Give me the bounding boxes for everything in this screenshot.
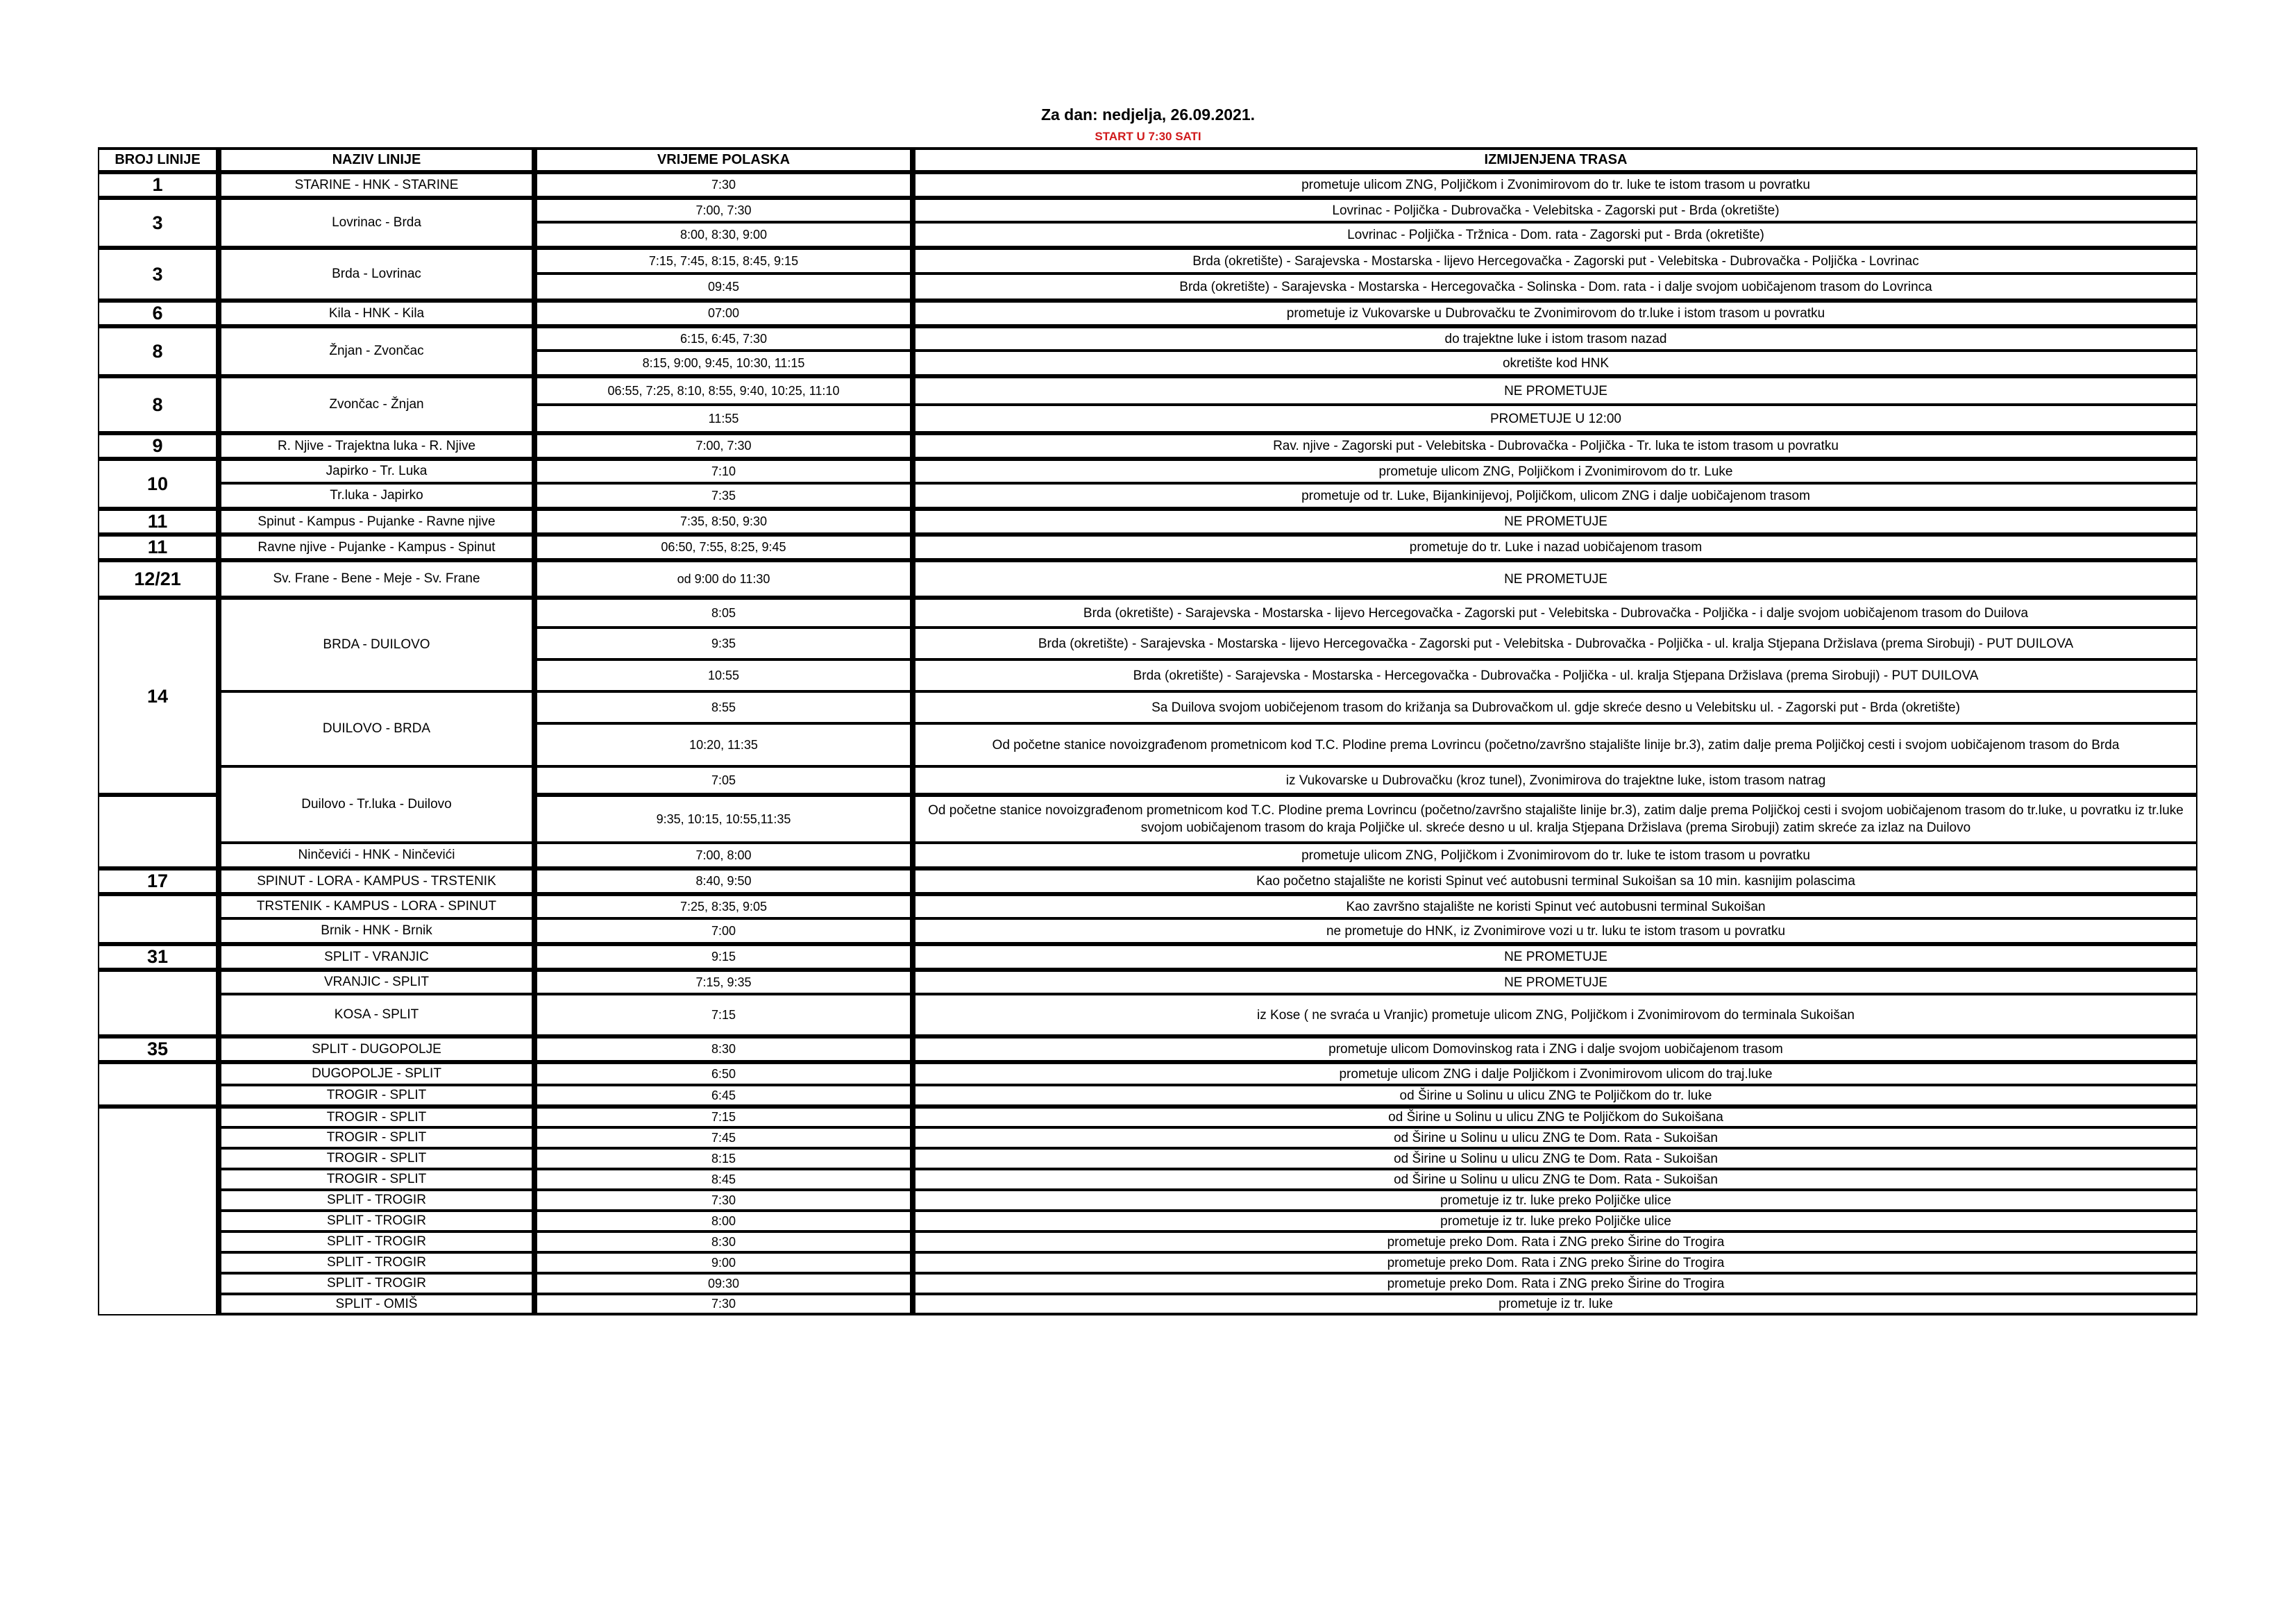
changed-route: PROMETUJE U 12:00 bbox=[914, 405, 2197, 432]
line-name: SPLIT - OMIŠ bbox=[220, 1294, 536, 1315]
table-row bbox=[98, 1231, 2197, 1252]
line-name: Spinut - Kampus - Pujanke - Ravne njive bbox=[220, 508, 536, 534]
departure-time: 6:50 bbox=[536, 1061, 914, 1085]
table-row bbox=[98, 197, 2197, 222]
departure-time: 07:00 bbox=[536, 300, 914, 326]
departure-time: od 9:00 do 11:30 bbox=[536, 560, 914, 597]
table-row bbox=[98, 868, 2197, 893]
changed-route: Lovrinac - Poljička - Tržnica - Dom. rata - Zagorski put - Brda (okretište) bbox=[914, 222, 2197, 247]
departure-time: 9:00 bbox=[536, 1252, 914, 1273]
changed-route: do trajektne luke i istom trasom nazad bbox=[914, 326, 2197, 351]
departure-time: 11:55 bbox=[536, 405, 914, 432]
line-number: 11 bbox=[98, 534, 220, 560]
changed-route: Brda (okretište) - Sarajevska - Mostarska - lijevo Hercegovačka - Zagorski put - Velebitska - Dubrovačka - Poljička - ul. kralja Stjepana Držislava (prema Sirobuji) - PUT DUILOVA bbox=[914, 628, 2197, 659]
line-name: SPLIT - DUGOPOLJE bbox=[220, 1036, 536, 1061]
column-header: VRIJEME POLASKA bbox=[536, 147, 914, 171]
departure-time: 10:20, 11:35 bbox=[536, 723, 914, 766]
line-name: Sv. Frane - Bene - Meje - Sv. Frane bbox=[220, 560, 536, 597]
departure-time: 7:25, 8:35, 9:05 bbox=[536, 893, 914, 918]
line-name: SPINUT - LORA - KAMPUS - TRSTENIK bbox=[220, 868, 536, 893]
departure-time: 09:30 bbox=[536, 1273, 914, 1294]
table-row bbox=[98, 843, 2197, 868]
table-row bbox=[98, 943, 2197, 969]
line-name: VRANJIC - SPLIT bbox=[220, 969, 536, 994]
table-row bbox=[98, 376, 2197, 405]
line-name: TROGIR - SPLIT bbox=[220, 1148, 536, 1169]
departure-time: 8:30 bbox=[536, 1231, 914, 1252]
line-name: Ravne njive - Pujanke - Kampus - Spinut bbox=[220, 534, 536, 560]
changed-route: prometuje ulicom ZNG, Poljičkom i Zvonimirovom do tr. luke te istom trasom u povratku bbox=[914, 171, 2197, 197]
line-name: Kila - HNK - Kila bbox=[220, 300, 536, 326]
departure-time: 7:30 bbox=[536, 171, 914, 197]
table-row bbox=[98, 326, 2197, 351]
table-row bbox=[98, 458, 2197, 483]
changed-route: prometuje ulicom Domovinskog rata i ZNG i dalje svojom uobičajenom trasom bbox=[914, 1036, 2197, 1061]
departure-time: 8:45 bbox=[536, 1169, 914, 1190]
departure-time: 7:00, 7:30 bbox=[536, 432, 914, 458]
page-subtitle: START U 7:30 SATI bbox=[1095, 130, 1201, 143]
line-number bbox=[98, 969, 220, 1036]
changed-route: od Širine u Solinu u ulicu ZNG te Poljičkom do tr. luke bbox=[914, 1085, 2197, 1106]
departure-time: 9:15 bbox=[536, 943, 914, 969]
changed-route: Od početne stanice novoizgrađenom prometnicom kod T.C. Plodine prema Lovrincu (početno/završno stajalište linije br.3), zatim dalje prema Poljičkoj cesti i svojom uobičajenom trasom do tr.luke, u povratku iz tr.luke svojom uobičajenom trasom do kraja Poljičke ul. skreće desno u ul. kralja Stjepana Držislava (prema Sirobuji) zatim skreće za izlaz na Duilovo bbox=[914, 794, 2197, 843]
table-row bbox=[98, 597, 2197, 628]
page-title: Za dan: nedjelja, 26.09.2021. bbox=[1040, 106, 1256, 124]
line-number: 1 bbox=[98, 171, 220, 197]
table-row bbox=[98, 918, 2197, 943]
line-number: 3 bbox=[98, 247, 220, 300]
table-row bbox=[98, 1252, 2197, 1273]
departure-time: 8:55 bbox=[536, 691, 914, 723]
changed-route: okretište kod HNK bbox=[914, 351, 2197, 376]
line-name: BRDA - DUILOVO bbox=[220, 597, 536, 691]
changed-route: prometuje od tr. Luke, Bijankinijevoj, Poljičkom, ulicom ZNG i dalje uobičajenom trasom bbox=[914, 483, 2197, 508]
line-name: Ninčevići - HNK - Ninčevići bbox=[220, 843, 536, 868]
changed-route: Rav. njive - Zagorski put - Velebitska - Dubrovačka - Poljička - Tr. luka te istom trasom u povratku bbox=[914, 432, 2197, 458]
departure-time: 7:10 bbox=[536, 458, 914, 483]
departure-time: 7:00, 7:30 bbox=[536, 197, 914, 222]
table-row bbox=[98, 1190, 2197, 1211]
departure-time: 7:15 bbox=[536, 1106, 914, 1127]
departure-time: 09:45 bbox=[536, 274, 914, 300]
table-row bbox=[98, 534, 2197, 560]
table-row bbox=[98, 994, 2197, 1036]
changed-route: Brda (okretište) - Sarajevska - Mostarska - Hercegovačka - Solinska - Dom. rata - i dalje svojom uobičajenom trasom do Lovrinca bbox=[914, 274, 2197, 300]
line-number bbox=[98, 794, 220, 868]
changed-route: od Širine u Solinu u ulicu ZNG te Dom. Rata - Sukoišan bbox=[914, 1169, 2197, 1190]
changed-route: Brda (okretište) - Sarajevska - Mostarska - Hercegovačka - Dubrovačka - Poljička - ul. kralja Stjepana Držislava (prema Sirobuji) - PUT DUILOVA bbox=[914, 659, 2197, 691]
table-row bbox=[98, 1061, 2197, 1085]
line-name: TRSTENIK - KAMPUS - LORA - SPINUT bbox=[220, 893, 536, 918]
line-name: STARINE - HNK - STARINE bbox=[220, 171, 536, 197]
line-number: 12/21 bbox=[98, 560, 220, 597]
line-number: 35 bbox=[98, 1036, 220, 1061]
line-name: R. Njive - Trajektna luka - R. Njive bbox=[220, 432, 536, 458]
line-name: Duilovo - Tr.luka - Duilovo bbox=[220, 766, 536, 843]
departure-time: 8:30 bbox=[536, 1036, 914, 1061]
departure-time: 6:45 bbox=[536, 1085, 914, 1106]
departure-time: 6:15, 6:45, 7:30 bbox=[536, 326, 914, 351]
departure-time: 8:15 bbox=[536, 1148, 914, 1169]
departure-time: 7:35, 8:50, 9:30 bbox=[536, 508, 914, 534]
table-row bbox=[98, 247, 2197, 274]
column-header: NAZIV LINIJE bbox=[220, 147, 536, 171]
line-number: 31 bbox=[98, 943, 220, 969]
departure-time: 8:15, 9:00, 9:45, 10:30, 11:15 bbox=[536, 351, 914, 376]
line-name: Lovrinac - Brda bbox=[220, 197, 536, 247]
departure-time: 7:00 bbox=[536, 918, 914, 943]
changed-route: prometuje iz tr. luke preko Poljičke ulice bbox=[914, 1190, 2197, 1211]
line-name: Brnik - HNK - Brnik bbox=[220, 918, 536, 943]
line-name: TROGIR - SPLIT bbox=[220, 1169, 536, 1190]
changed-route: Brda (okretište) - Sarajevska - Mostarska - lijevo Hercegovačka - Zagorski put - Velebitska - Dubrovačka - Poljička - i dalje svojom uobičajenom trasom do Duilova bbox=[914, 597, 2197, 628]
line-name: SPLIT - TROGIR bbox=[220, 1190, 536, 1211]
column-header: IZMIJENJENA TRASA bbox=[914, 147, 2197, 171]
departure-time: 7:15, 9:35 bbox=[536, 969, 914, 994]
line-name: TROGIR - SPLIT bbox=[220, 1127, 536, 1148]
changed-route: prometuje ulicom ZNG, Poljičkom i Zvonimirovom do tr. luke te istom trasom u povratku bbox=[914, 843, 2197, 868]
line-name: SPLIT - TROGIR bbox=[220, 1273, 536, 1294]
line-name: SPLIT - TROGIR bbox=[220, 1252, 536, 1273]
changed-route: iz Kose ( ne svraća u Vranjic) prometuje ulicom ZNG, Poljičkom i Zvonimirovom do terminala Sukoišan bbox=[914, 994, 2197, 1036]
line-name: Žnjan - Zvončac bbox=[220, 326, 536, 376]
changed-route: NE PROMETUJE bbox=[914, 560, 2197, 597]
table-row bbox=[98, 1211, 2197, 1231]
departure-time: 06:55, 7:25, 8:10, 8:55, 9:40, 10:25, 11:10 bbox=[536, 376, 914, 405]
changed-route: NE PROMETUJE bbox=[914, 508, 2197, 534]
table-row bbox=[98, 560, 2197, 597]
departure-time: 7:35 bbox=[536, 483, 914, 508]
departure-time: 7:45 bbox=[536, 1127, 914, 1148]
departure-time: 7:15 bbox=[536, 994, 914, 1036]
changed-route: od Širine u Solinu u ulicu ZNG te Poljičkom do Sukoišana bbox=[914, 1106, 2197, 1127]
line-number bbox=[98, 1061, 220, 1106]
departure-time: 7:30 bbox=[536, 1190, 914, 1211]
changed-route: NE PROMETUJE bbox=[914, 376, 2197, 405]
line-number: 11 bbox=[98, 508, 220, 534]
table-row bbox=[98, 1169, 2197, 1190]
departure-time: 7:30 bbox=[536, 1294, 914, 1315]
table-row bbox=[98, 1106, 2197, 1127]
departure-time: 06:50, 7:55, 8:25, 9:45 bbox=[536, 534, 914, 560]
departure-time: 8:00, 8:30, 9:00 bbox=[536, 222, 914, 247]
table-row bbox=[98, 969, 2197, 994]
line-number: 9 bbox=[98, 432, 220, 458]
changed-route: prometuje do tr. Luke i nazad uobičajenom trasom bbox=[914, 534, 2197, 560]
line-name: SPLIT - TROGIR bbox=[220, 1211, 536, 1231]
changed-route: prometuje ulicom ZNG, Poljičkom i Zvonimirovom do tr. Luke bbox=[914, 458, 2197, 483]
changed-route: prometuje preko Dom. Rata i ZNG preko Širine do Trogira bbox=[914, 1273, 2197, 1294]
table-row bbox=[98, 483, 2197, 508]
table-row bbox=[98, 1085, 2197, 1106]
table-row bbox=[98, 1273, 2197, 1294]
changed-route: prometuje preko Dom. Rata i ZNG preko Širine do Trogira bbox=[914, 1252, 2197, 1273]
table-header-row bbox=[98, 147, 2197, 171]
table-row bbox=[98, 1148, 2197, 1169]
changed-route: Od početne stanice novoizgrađenom prometnicom kod T.C. Plodine prema Lovrincu (početno/završno stajalište linije br.3), zatim dalje prema Poljičkoj cesti i svojom uobičajenom trasom do Brda bbox=[914, 723, 2197, 766]
departure-time: 8:05 bbox=[536, 597, 914, 628]
column-header: BROJ LINIJE bbox=[98, 147, 220, 171]
changed-route: NE PROMETUJE bbox=[914, 943, 2197, 969]
changed-route: Lovrinac - Poljička - Dubrovačka - Velebitska - Zagorski put - Brda (okretište) bbox=[914, 197, 2197, 222]
departure-time: 7:05 bbox=[536, 766, 914, 794]
line-number: 8 bbox=[98, 326, 220, 376]
departure-time: 8:00 bbox=[536, 1211, 914, 1231]
line-name: Brda - Lovrinac bbox=[220, 247, 536, 300]
schedule-body bbox=[98, 171, 2197, 1315]
line-name: Zvončac - Žnjan bbox=[220, 376, 536, 432]
departure-time: 9:35, 10:15, 10:55,11:35 bbox=[536, 794, 914, 843]
departure-time: 9:35 bbox=[536, 628, 914, 659]
changed-route: prometuje iz tr. luke preko Poljičke ulice bbox=[914, 1211, 2197, 1231]
changed-route: prometuje ulicom ZNG i dalje Poljičkom i Zvonimirovom ulicom do traj.luke bbox=[914, 1061, 2197, 1085]
table-row bbox=[98, 432, 2197, 458]
changed-route: Sa Duilova svojom uobičejenom trasom do križanja sa Dubrovačkom ul. gdje skreće desno u Velebitsku ul. - Zagorski put - Brda (okretište) bbox=[914, 691, 2197, 723]
line-number: 8 bbox=[98, 376, 220, 432]
table-row bbox=[98, 893, 2197, 918]
line-name: SPLIT - VRANJIC bbox=[220, 943, 536, 969]
changed-route: Kao početno stajalište ne koristi Spinut već autobusni terminal Sukoišan sa 10 min. kasnijim polascima bbox=[914, 868, 2197, 893]
line-name: TROGIR - SPLIT bbox=[220, 1085, 536, 1106]
table-row bbox=[98, 1127, 2197, 1148]
line-name: DUILOVO - BRDA bbox=[220, 691, 536, 766]
schedule-table bbox=[98, 147, 2197, 1315]
line-number: 3 bbox=[98, 197, 220, 247]
table-row bbox=[98, 691, 2197, 723]
line-number bbox=[98, 893, 220, 943]
line-number: 17 bbox=[98, 868, 220, 893]
line-name: KOSA - SPLIT bbox=[220, 994, 536, 1036]
line-number: 14 bbox=[98, 597, 220, 794]
departure-time: 7:15, 7:45, 8:15, 8:45, 9:15 bbox=[536, 247, 914, 274]
changed-route: Kao završno stajalište ne koristi Spinut već autobusni terminal Sukoišan bbox=[914, 893, 2197, 918]
departure-time: 10:55 bbox=[536, 659, 914, 691]
table-row bbox=[98, 1294, 2197, 1315]
line-number: 6 bbox=[98, 300, 220, 326]
departure-time: 7:00, 8:00 bbox=[536, 843, 914, 868]
table-row bbox=[98, 1036, 2197, 1061]
changed-route: ne prometuje do HNK, iz Zvonimirove vozi u tr. luku te istom trasom u povratku bbox=[914, 918, 2197, 943]
table-row bbox=[98, 766, 2197, 794]
table-row bbox=[98, 171, 2197, 197]
line-name: SPLIT - TROGIR bbox=[220, 1231, 536, 1252]
table-row bbox=[98, 508, 2197, 534]
changed-route: prometuje iz Vukovarske u Dubrovačku te Zvonimirovom do tr.luke i istom trasom u povratku bbox=[914, 300, 2197, 326]
line-number bbox=[98, 1106, 220, 1315]
changed-route: Brda (okretište) - Sarajevska - Mostarska - lijevo Hercegovačka - Zagorski put - Velebitska - Dubrovačka - Poljička - Lovrinac bbox=[914, 247, 2197, 274]
line-number: 10 bbox=[98, 458, 220, 508]
table-row bbox=[98, 300, 2197, 326]
line-name: Tr.luka - Japirko bbox=[220, 483, 536, 508]
changed-route: od Širine u Solinu u ulicu ZNG te Dom. Rata - Sukoišan bbox=[914, 1148, 2197, 1169]
departure-time: 8:40, 9:50 bbox=[536, 868, 914, 893]
changed-route: od Širine u Solinu u ulicu ZNG te Dom. Rata - Sukoišan bbox=[914, 1127, 2197, 1148]
changed-route: prometuje iz tr. luke bbox=[914, 1294, 2197, 1315]
changed-route: prometuje preko Dom. Rata i ZNG preko Širine do Trogira bbox=[914, 1231, 2197, 1252]
line-name: DUGOPOLJE - SPLIT bbox=[220, 1061, 536, 1085]
line-name: Japirko - Tr. Luka bbox=[220, 458, 536, 483]
changed-route: NE PROMETUJE bbox=[914, 969, 2197, 994]
changed-route: iz Vukovarske u Dubrovačku (kroz tunel), Zvonimirova do trajektne luke, istom trasom natrag bbox=[914, 766, 2197, 794]
line-name: TROGIR - SPLIT bbox=[220, 1106, 536, 1127]
